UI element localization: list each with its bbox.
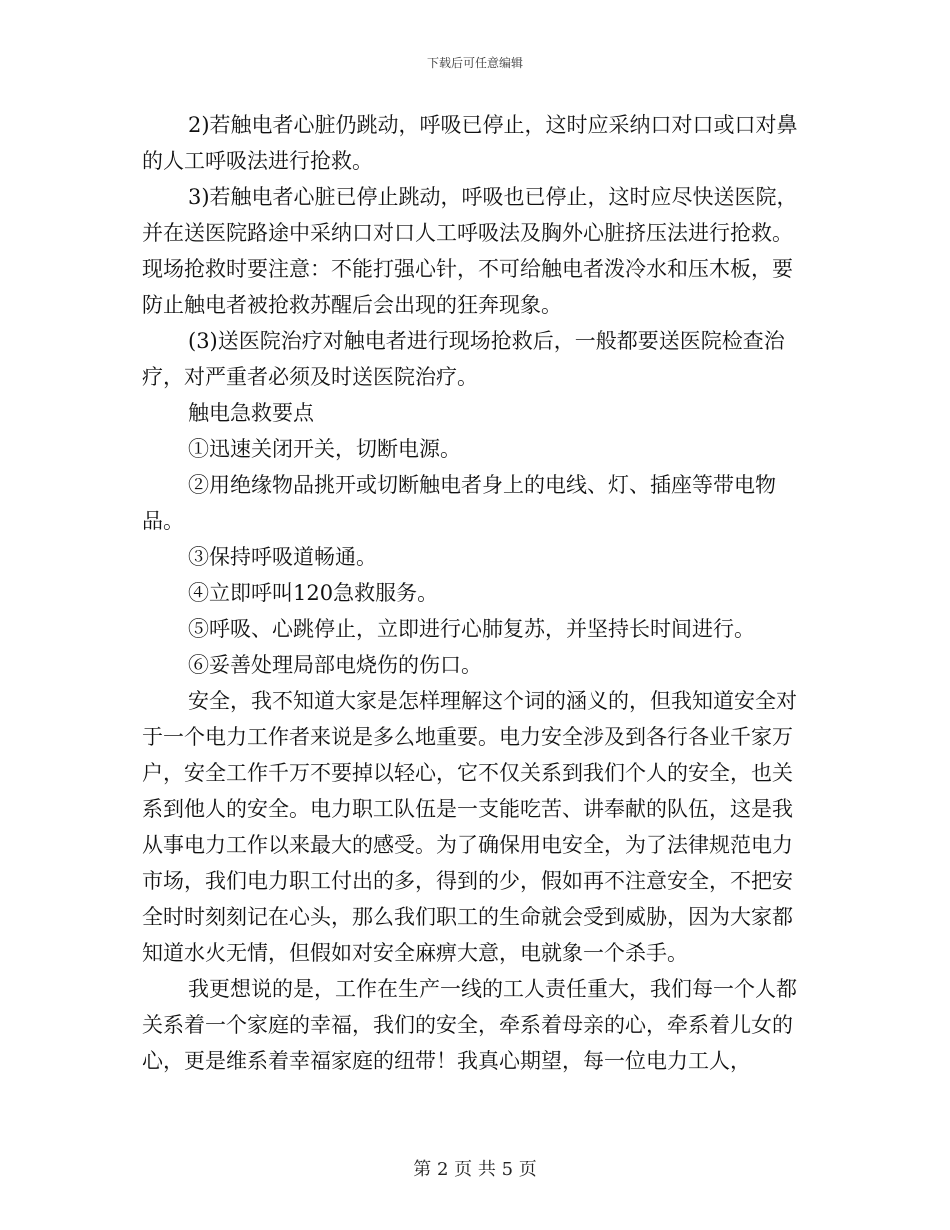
first-aid-point-4: ④立即呼叫120急救服务。 xyxy=(188,581,439,605)
first-aid-point-2: ②用绝缘物品挑开或切断触电者身上的电线、灯、插座等带电物品。 xyxy=(142,473,776,533)
first-aid-point-1: ①迅速关闭开关，切断电源。 xyxy=(188,437,461,461)
section-heading-first-aid: 触电急救要点 xyxy=(188,401,314,425)
first-aid-point-6: ⑥妥善处理局部电烧伤的伤口。 xyxy=(188,653,482,677)
page-header: 下载后可任意编辑 xyxy=(426,56,523,70)
document-body xyxy=(142,107,812,1079)
paragraph-hospital-treatment: (3)送医院治疗对触电者进行现场抢救后，一般都要送医院检查治疗，对严重者必须及时送医院治疗。 xyxy=(142,329,785,389)
paragraph-step-2: 2)若触电者心脏仍跳动，呼吸已停止，这时应采纳口对口或口对鼻的人工呼吸法进行抢救。 xyxy=(142,113,798,173)
essay-paragraph-safety: 安全，我不知道大家是怎样理解这个词的涵义的，但我知道安全对于一个电力工作者来说是多么地重要。电力安全涉及到各行各业千家万户，安全工作千万不要掉以轻心，它不仅关系到我们个人的安全，也关系到他人的安全。电力职工队伍是一支能吃苦、讲奉献的队伍，这是我从事电力工作以来最大的感受。为了确保用电安全，为了法律规范电力市场，我们电力职工付出的多，得到的少，假如再不注意安全，不把安全时时刻刻记在心头，那么我们职工的生命就会受到威胁，因为大家都知道水火无情，但假如对安全麻痹大意，电就象一个杀手。 xyxy=(142,689,797,965)
first-aid-point-5: ⑤呼吸、心跳停止，立即进行心肺复苏，并坚持长时间进行。 xyxy=(188,617,755,641)
page-footer: 第 2 页 共 5 页 xyxy=(413,1159,537,1180)
paragraph-step-3: 3)若触电者心脏已停止跳动，呼吸也已停止，这时应尽快送医院，并在送医院路途中采纳口对口人工呼吸法及胸外心脏挤压法进行抢救。现场抢救时要注意：不能打强心针，不可给触电者泼冷水和压木板，要防止触电者被抢救苏醒后会出现的狂奔现象。 xyxy=(142,185,798,317)
first-aid-point-3: ③保持呼吸道畅通。 xyxy=(188,545,377,569)
essay-paragraph-responsibility: 我更想说的是，工作在生产一线的工人责任重大，我们每一个人都关系着一个家庭的幸福，我们的安全，牵系着母亲的心，牵系着儿女的心，更是维系着幸福家庭的纽带！我真心期望，每一位电力工人， xyxy=(142,977,797,1073)
